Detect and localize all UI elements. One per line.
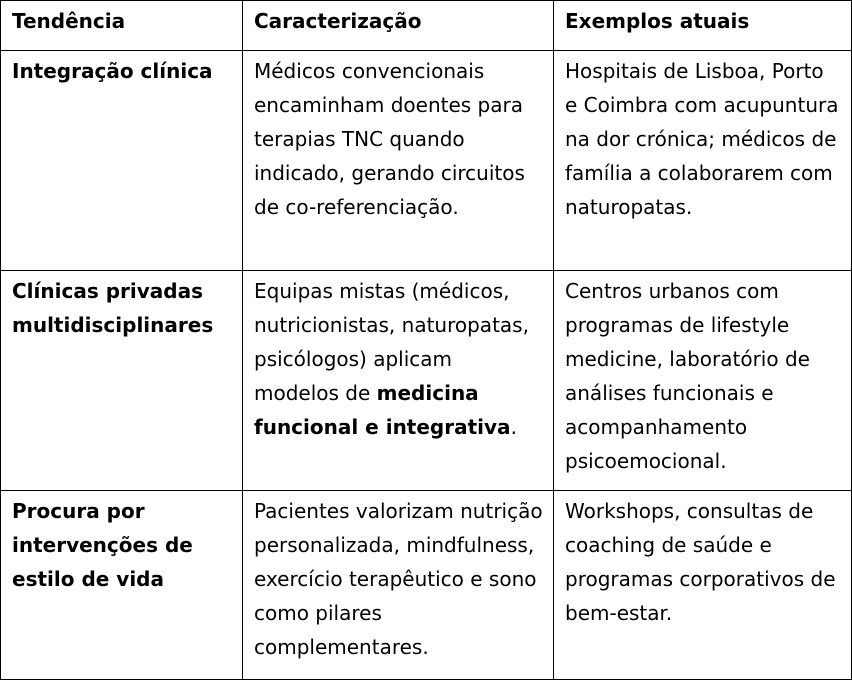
table-row: [1, 271, 852, 491]
header-description: Caracterização: [243, 1, 554, 51]
description-text: Equipas mistas (médicos, nutricionistas, naturopatas, psicólogos) aplicam modelos de: [254, 279, 529, 405]
description-cell: [243, 271, 554, 491]
description-text-end: .: [510, 415, 517, 439]
table-row: [1, 491, 852, 680]
examples-cell: Hospitais de Lisboa, Porto e Coimbra com acupuntura na dor crónica; médicos de família a colaborarem com naturopatas.: [554, 51, 852, 271]
table-header-row: [1, 1, 852, 51]
header-trend: Tendência: [1, 1, 243, 51]
header-examples: Exemplos atuais: [554, 1, 852, 51]
examples-cell: Centros urbanos com programas de lifestyle medicine, laboratório de análises funcionais e acompanhamento psicoemocional.: [554, 271, 852, 491]
description-cell: Médicos convencionais encaminham doentes para terapias TNC quando indicado, gerando circuitos de co-referenciação.: [243, 51, 554, 271]
description-emphasis: medicina funcional e integrativa: [254, 381, 511, 439]
trend-cell: Integração clínica: [1, 51, 243, 271]
table-row: [1, 51, 852, 271]
trend-cell: Procura por intervenções de estilo de vida: [1, 491, 243, 680]
trend-cell: Clínicas privadas multidisciplinares: [1, 271, 243, 491]
description-cell: Pacientes valorizam nutrição personalizada, mindfulness, exercício terapêutico e sono como pilares complementares.: [243, 491, 554, 680]
examples-cell: Workshops, consultas de coaching de saúde e programas corporativos de bem-estar.: [554, 491, 852, 680]
